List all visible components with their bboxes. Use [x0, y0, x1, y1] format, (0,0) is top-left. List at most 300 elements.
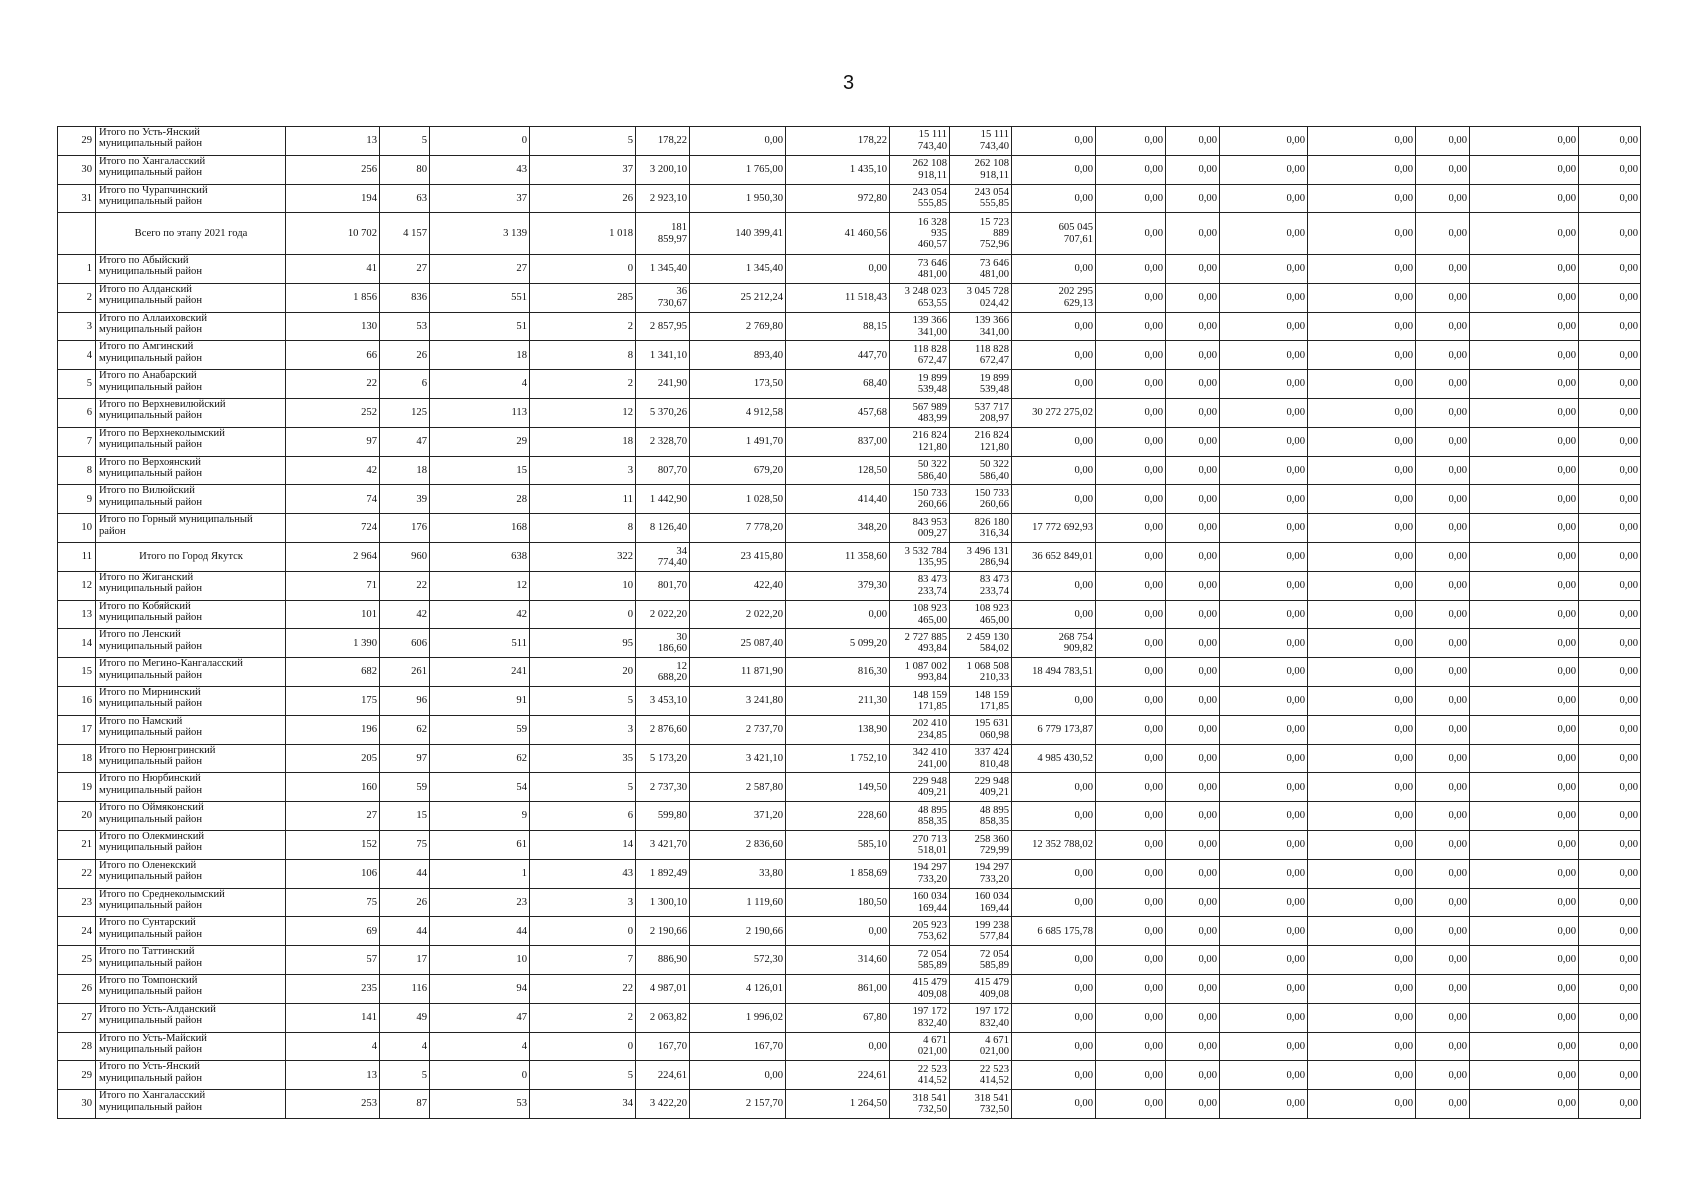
- value-cell: 53: [380, 312, 430, 341]
- value-cell: 17: [380, 946, 430, 975]
- value-cell: 94: [430, 975, 530, 1004]
- table-row: [58, 744, 1641, 773]
- value-cell: 0,00: [1416, 127, 1470, 156]
- value-cell: 0,00: [1166, 155, 1220, 184]
- value-cell: 47: [430, 1003, 530, 1032]
- value-cell: 0,00: [1166, 773, 1220, 802]
- value-cell: 7: [530, 946, 636, 975]
- value-cell: 2 727 885 493,84: [890, 629, 950, 658]
- value-cell: 44: [430, 917, 530, 946]
- value-cell: 0,00: [1579, 155, 1641, 184]
- value-cell: 229 948 409,21: [950, 773, 1012, 802]
- district-name-cell: Итого по Намский муниципальный район: [96, 715, 286, 744]
- value-cell: 41: [286, 255, 380, 284]
- table-row: [58, 571, 1641, 600]
- value-cell: 2 923,10: [636, 184, 690, 213]
- value-cell: 0,00: [1220, 687, 1308, 716]
- value-cell: 138,90: [786, 715, 890, 744]
- value-cell: 0,00: [1220, 658, 1308, 687]
- value-cell: 0,00: [1096, 370, 1166, 399]
- value-cell: 108 923 465,00: [950, 600, 1012, 629]
- value-cell: 1 950,30: [690, 184, 786, 213]
- value-cell: 229 948 409,21: [890, 773, 950, 802]
- table-row: [58, 600, 1641, 629]
- row-number-cell: 17: [58, 715, 96, 744]
- value-cell: 19 899 539,48: [950, 370, 1012, 399]
- value-cell: 826 180 316,34: [950, 514, 1012, 543]
- table-row: [58, 155, 1641, 184]
- value-cell: 3 045 728 024,42: [950, 283, 1012, 312]
- value-cell: 96: [380, 687, 430, 716]
- value-cell: 6: [380, 370, 430, 399]
- value-cell: 0,00: [1096, 456, 1166, 485]
- value-cell: 807,70: [636, 456, 690, 485]
- value-cell: 4 157: [380, 213, 430, 255]
- value-cell: 0,00: [1416, 1090, 1470, 1119]
- table-row: [58, 485, 1641, 514]
- value-cell: 1 858,69: [786, 859, 890, 888]
- row-number-cell: 25: [58, 946, 96, 975]
- value-cell: 0,00: [1308, 370, 1416, 399]
- page-number: 3: [842, 72, 855, 94]
- value-cell: 0,00: [1220, 1090, 1308, 1119]
- value-cell: 22: [530, 975, 636, 1004]
- row-number-cell: 19: [58, 773, 96, 802]
- value-cell: 0,00: [1470, 341, 1579, 370]
- value-cell: 0,00: [1220, 514, 1308, 543]
- value-cell: 83 473 233,74: [950, 571, 1012, 600]
- value-cell: 0,00: [1470, 312, 1579, 341]
- value-cell: 26: [530, 184, 636, 213]
- value-cell: 2 857,95: [636, 312, 690, 341]
- value-cell: 0,00: [1220, 888, 1308, 917]
- row-number-cell: 6: [58, 399, 96, 428]
- value-cell: 0,00: [1220, 155, 1308, 184]
- value-cell: 0,00: [1308, 802, 1416, 831]
- value-cell: 0,00: [1470, 802, 1579, 831]
- value-cell: 0,00: [1416, 1061, 1470, 1090]
- value-cell: 10 702: [286, 213, 380, 255]
- value-cell: 0,00: [1579, 312, 1641, 341]
- value-cell: 35: [530, 744, 636, 773]
- row-number-cell: 16: [58, 687, 96, 716]
- value-cell: 0,00: [1096, 1061, 1166, 1090]
- value-cell: 0,00: [1096, 859, 1166, 888]
- value-cell: 0,00: [1416, 946, 1470, 975]
- value-cell: 91: [430, 687, 530, 716]
- value-cell: 73 646 481,00: [950, 255, 1012, 284]
- value-cell: 0,00: [1012, 341, 1096, 370]
- value-cell: 572,30: [690, 946, 786, 975]
- value-cell: 0,00: [1470, 773, 1579, 802]
- district-name-cell: Итого по Верхнеколымский муниципальный район: [96, 427, 286, 456]
- table-row: [58, 1090, 1641, 1119]
- value-cell: 0,00: [1012, 773, 1096, 802]
- value-cell: 2: [530, 312, 636, 341]
- value-cell: 18: [530, 427, 636, 456]
- value-cell: 0,00: [1579, 427, 1641, 456]
- value-cell: 0,00: [1166, 341, 1220, 370]
- value-cell: 0,00: [1470, 370, 1579, 399]
- value-cell: 12 352 788,02: [1012, 831, 1096, 860]
- value-cell: 0,00: [1579, 255, 1641, 284]
- value-cell: 0,00: [1579, 485, 1641, 514]
- value-cell: 0,00: [1220, 629, 1308, 658]
- value-cell: 11 871,90: [690, 658, 786, 687]
- value-cell: 0,00: [1166, 184, 1220, 213]
- value-cell: 18: [380, 456, 430, 485]
- value-cell: 66: [286, 341, 380, 370]
- value-cell: 0,00: [1308, 341, 1416, 370]
- value-cell: 73 646 481,00: [890, 255, 950, 284]
- value-cell: 0,00: [1308, 184, 1416, 213]
- district-name-cell: Итого по Алданский муниципальный район: [96, 283, 286, 312]
- value-cell: 0,00: [1166, 975, 1220, 1004]
- value-cell: 861,00: [786, 975, 890, 1004]
- value-cell: 0,00: [1308, 831, 1416, 860]
- value-cell: 29: [430, 427, 530, 456]
- value-cell: 17 772 692,93: [1012, 514, 1096, 543]
- value-cell: 537 717 208,97: [950, 399, 1012, 428]
- value-cell: 0,00: [1096, 514, 1166, 543]
- value-cell: 1 765,00: [690, 155, 786, 184]
- value-cell: 0,00: [1416, 744, 1470, 773]
- value-cell: 11 358,60: [786, 543, 890, 572]
- value-cell: 0,00: [1012, 1061, 1096, 1090]
- value-cell: 0,00: [1308, 155, 1416, 184]
- value-cell: 2: [530, 1003, 636, 1032]
- value-cell: 9: [430, 802, 530, 831]
- value-cell: 1 390: [286, 629, 380, 658]
- value-cell: 0,00: [1579, 773, 1641, 802]
- value-cell: 13: [286, 1061, 380, 1090]
- value-cell: 194 297 733,20: [890, 859, 950, 888]
- value-cell: 2 836,60: [690, 831, 786, 860]
- value-cell: 0,00: [1166, 802, 1220, 831]
- value-cell: 0,00: [1470, 399, 1579, 428]
- table-row: [58, 802, 1641, 831]
- value-cell: 6 779 173,87: [1012, 715, 1096, 744]
- value-cell: 379,30: [786, 571, 890, 600]
- value-cell: 1 345,40: [690, 255, 786, 284]
- value-cell: 0: [530, 255, 636, 284]
- value-cell: 2 328,70: [636, 427, 690, 456]
- table-row: [58, 658, 1641, 687]
- value-cell: 0,00: [1579, 184, 1641, 213]
- value-cell: 0,00: [1096, 571, 1166, 600]
- value-cell: 0,00: [1579, 600, 1641, 629]
- value-cell: 0,00: [1096, 629, 1166, 658]
- value-cell: 348,20: [786, 514, 890, 543]
- value-cell: 0,00: [1096, 802, 1166, 831]
- value-cell: 0,00: [1220, 975, 1308, 1004]
- value-cell: 0,00: [1308, 917, 1416, 946]
- value-cell: 0,00: [1416, 687, 1470, 716]
- value-cell: 318 541 732,50: [890, 1090, 950, 1119]
- table-row: [58, 1032, 1641, 1061]
- table-row: [58, 917, 1641, 946]
- value-cell: 0,00: [1579, 456, 1641, 485]
- value-cell: 0,00: [1470, 600, 1579, 629]
- value-cell: 837,00: [786, 427, 890, 456]
- value-cell: 15 111 743,40: [890, 127, 950, 156]
- value-cell: 0,00: [1470, 975, 1579, 1004]
- value-cell: 0,00: [1579, 127, 1641, 156]
- value-cell: 11 518,43: [786, 283, 890, 312]
- value-cell: 0,00: [1166, 1003, 1220, 1032]
- value-cell: 139 366 341,00: [890, 312, 950, 341]
- value-cell: 0,00: [1308, 485, 1416, 514]
- value-cell: 0,00: [1470, 888, 1579, 917]
- value-cell: 101: [286, 600, 380, 629]
- row-number-cell: 10: [58, 514, 96, 543]
- value-cell: 2 964: [286, 543, 380, 572]
- value-cell: 0,00: [1308, 658, 1416, 687]
- value-cell: 3: [530, 715, 636, 744]
- value-cell: 224,61: [786, 1061, 890, 1090]
- value-cell: 0,00: [1579, 1032, 1641, 1061]
- value-cell: 1 300,10: [636, 888, 690, 917]
- value-cell: 0,00: [1096, 1032, 1166, 1061]
- value-cell: 0,00: [1416, 1032, 1470, 1061]
- value-cell: 148 159 171,85: [890, 687, 950, 716]
- value-cell: 205 923 753,62: [890, 917, 950, 946]
- value-cell: 128,50: [786, 456, 890, 485]
- value-cell: 0,00: [1096, 744, 1166, 773]
- table-row: [58, 687, 1641, 716]
- value-cell: 178,22: [786, 127, 890, 156]
- table-row: [58, 946, 1641, 975]
- value-cell: 23 415,80: [690, 543, 786, 572]
- value-cell: 4: [380, 1032, 430, 1061]
- value-cell: 0,00: [1166, 543, 1220, 572]
- value-cell: 447,70: [786, 341, 890, 370]
- value-cell: 0,00: [1096, 213, 1166, 255]
- row-number-cell: 24: [58, 917, 96, 946]
- value-cell: 0,00: [1579, 859, 1641, 888]
- value-cell: 0,00: [1470, 283, 1579, 312]
- value-cell: 0,00: [1012, 975, 1096, 1004]
- value-cell: 5 173,20: [636, 744, 690, 773]
- value-cell: 0,00: [1012, 155, 1096, 184]
- value-cell: 0,00: [1096, 773, 1166, 802]
- value-cell: 415 479 409,08: [950, 975, 1012, 1004]
- value-cell: 0,00: [1579, 283, 1641, 312]
- value-cell: 0,00: [1220, 571, 1308, 600]
- value-cell: 0,00: [1579, 629, 1641, 658]
- value-cell: 0: [430, 1061, 530, 1090]
- value-cell: 0,00: [1308, 427, 1416, 456]
- value-cell: 0,00: [1096, 255, 1166, 284]
- value-cell: 314,60: [786, 946, 890, 975]
- table-row: [58, 283, 1641, 312]
- value-cell: 37: [530, 155, 636, 184]
- value-cell: 0,00: [1416, 859, 1470, 888]
- value-cell: 1 068 508 210,33: [950, 658, 1012, 687]
- value-cell: 0,00: [1579, 831, 1641, 860]
- value-cell: 87: [380, 1090, 430, 1119]
- value-cell: 33,80: [690, 859, 786, 888]
- value-cell: 0,00: [1579, 571, 1641, 600]
- value-cell: 62: [380, 715, 430, 744]
- row-number-cell: 29: [58, 1061, 96, 1090]
- value-cell: 0,00: [1220, 255, 1308, 284]
- value-cell: 181 859,97: [636, 213, 690, 255]
- value-cell: 258 360 729,99: [950, 831, 1012, 860]
- value-cell: 0: [530, 917, 636, 946]
- district-name-cell: Итого по Оленекский муниципальный район: [96, 859, 286, 888]
- value-cell: 3: [530, 888, 636, 917]
- value-cell: 0,00: [1470, 831, 1579, 860]
- value-cell: 0,00: [786, 255, 890, 284]
- value-cell: 0,00: [1166, 255, 1220, 284]
- value-cell: 25 087,40: [690, 629, 786, 658]
- value-cell: 0,00: [1416, 213, 1470, 255]
- value-cell: 0,00: [1470, 127, 1579, 156]
- value-cell: 130: [286, 312, 380, 341]
- value-cell: 13: [286, 127, 380, 156]
- value-cell: 262 108 918,11: [890, 155, 950, 184]
- table-row: [58, 456, 1641, 485]
- value-cell: 422,40: [690, 571, 786, 600]
- district-name-cell: Итого по Ленский муниципальный район: [96, 629, 286, 658]
- value-cell: 2 737,30: [636, 773, 690, 802]
- row-number-cell: 1: [58, 255, 96, 284]
- value-cell: 0,00: [1308, 773, 1416, 802]
- value-cell: 0,00: [1220, 213, 1308, 255]
- value-cell: 0,00: [1166, 213, 1220, 255]
- value-cell: 0,00: [1096, 917, 1166, 946]
- value-cell: 0,00: [1096, 127, 1166, 156]
- value-cell: 34 774,40: [636, 543, 690, 572]
- value-cell: 0,00: [1579, 370, 1641, 399]
- value-cell: 88,15: [786, 312, 890, 341]
- value-cell: 148 159 171,85: [950, 687, 1012, 716]
- value-cell: 0,00: [1470, 1061, 1579, 1090]
- value-cell: 0,00: [1579, 213, 1641, 255]
- value-cell: 7 778,20: [690, 514, 786, 543]
- value-cell: 0,00: [1012, 485, 1096, 514]
- value-cell: 0,00: [1012, 127, 1096, 156]
- value-cell: 0,00: [1166, 1061, 1220, 1090]
- value-cell: 194 297 733,20: [950, 859, 1012, 888]
- value-cell: 0: [530, 1032, 636, 1061]
- value-cell: 1 491,70: [690, 427, 786, 456]
- value-cell: 0,00: [1416, 255, 1470, 284]
- value-cell: 2 063,82: [636, 1003, 690, 1032]
- value-cell: 1 087 002 993,84: [890, 658, 950, 687]
- value-cell: 10: [430, 946, 530, 975]
- value-cell: 0,00: [1308, 975, 1416, 1004]
- value-cell: 180,50: [786, 888, 890, 917]
- value-cell: 0,00: [1096, 831, 1166, 860]
- value-cell: 15: [430, 456, 530, 485]
- row-number-cell: 3: [58, 312, 96, 341]
- value-cell: 140 399,41: [690, 213, 786, 255]
- value-cell: 0,00: [1220, 600, 1308, 629]
- value-cell: 0,00: [1166, 427, 1220, 456]
- value-cell: 80: [380, 155, 430, 184]
- value-cell: 0,00: [1166, 456, 1220, 485]
- value-cell: 0,00: [1012, 687, 1096, 716]
- value-cell: 1 345,40: [636, 255, 690, 284]
- value-cell: 0,00: [1416, 571, 1470, 600]
- value-cell: 337 424 810,48: [950, 744, 1012, 773]
- table-row: [58, 255, 1641, 284]
- value-cell: 0,00: [1308, 946, 1416, 975]
- value-cell: 0,00: [1220, 1003, 1308, 1032]
- value-cell: 0,00: [1470, 658, 1579, 687]
- value-cell: 228,60: [786, 802, 890, 831]
- value-cell: 4 671 021,00: [890, 1032, 950, 1061]
- value-cell: 0,00: [1166, 399, 1220, 428]
- data-table: [57, 126, 1641, 1119]
- value-cell: 0,00: [1579, 975, 1641, 1004]
- value-cell: 0,00: [1012, 802, 1096, 831]
- district-name-cell: Итого по Город Якутск: [96, 543, 286, 572]
- value-cell: 0,00: [1220, 831, 1308, 860]
- value-cell: 0,00: [1166, 946, 1220, 975]
- value-cell: 61: [430, 831, 530, 860]
- district-name-cell: Итого по Анабарский муниципальный район: [96, 370, 286, 399]
- value-cell: 68,40: [786, 370, 890, 399]
- value-cell: 0,00: [1166, 283, 1220, 312]
- value-cell: 0,00: [1308, 571, 1416, 600]
- value-cell: 97: [380, 744, 430, 773]
- district-name-cell: Итого по Оймяконский муниципальный район: [96, 802, 286, 831]
- value-cell: 0,00: [1096, 658, 1166, 687]
- value-cell: 0,00: [1096, 1003, 1166, 1032]
- value-cell: 1 996,02: [690, 1003, 786, 1032]
- value-cell: 160 034 169,44: [950, 888, 1012, 917]
- value-cell: 0,00: [1012, 1090, 1096, 1119]
- value-cell: 0,00: [1579, 946, 1641, 975]
- value-cell: 0,00: [1096, 888, 1166, 917]
- value-cell: 0,00: [1308, 283, 1416, 312]
- value-cell: 22: [286, 370, 380, 399]
- value-cell: 44: [380, 917, 430, 946]
- value-cell: 72 054 585,89: [950, 946, 1012, 975]
- value-cell: 0,00: [1012, 571, 1096, 600]
- value-cell: 26: [380, 341, 430, 370]
- table-row: [58, 184, 1641, 213]
- value-cell: 196: [286, 715, 380, 744]
- value-cell: 0,00: [1308, 715, 1416, 744]
- value-cell: 801,70: [636, 571, 690, 600]
- value-cell: 205: [286, 744, 380, 773]
- row-number-cell: 2: [58, 283, 96, 312]
- value-cell: 22 523 414,52: [890, 1061, 950, 1090]
- value-cell: 216 824 121,80: [890, 427, 950, 456]
- value-cell: 960: [380, 543, 430, 572]
- district-name-cell: Итого по Мегино-Кангаласский муниципальный район: [96, 658, 286, 687]
- value-cell: 167,70: [636, 1032, 690, 1061]
- value-cell: 0,00: [1220, 399, 1308, 428]
- value-cell: 202 410 234,85: [890, 715, 950, 744]
- value-cell: 0,00: [1166, 744, 1220, 773]
- value-cell: 0,00: [1579, 1090, 1641, 1119]
- value-cell: 0,00: [1308, 543, 1416, 572]
- value-cell: 0,00: [1416, 1003, 1470, 1032]
- value-cell: 567 989 483,99: [890, 399, 950, 428]
- value-cell: 43: [530, 859, 636, 888]
- row-number-cell: 26: [58, 975, 96, 1004]
- value-cell: 211,30: [786, 687, 890, 716]
- value-cell: 194: [286, 184, 380, 213]
- value-cell: 0,00: [1579, 687, 1641, 716]
- row-number-cell: 23: [58, 888, 96, 917]
- value-cell: 0,00: [1416, 370, 1470, 399]
